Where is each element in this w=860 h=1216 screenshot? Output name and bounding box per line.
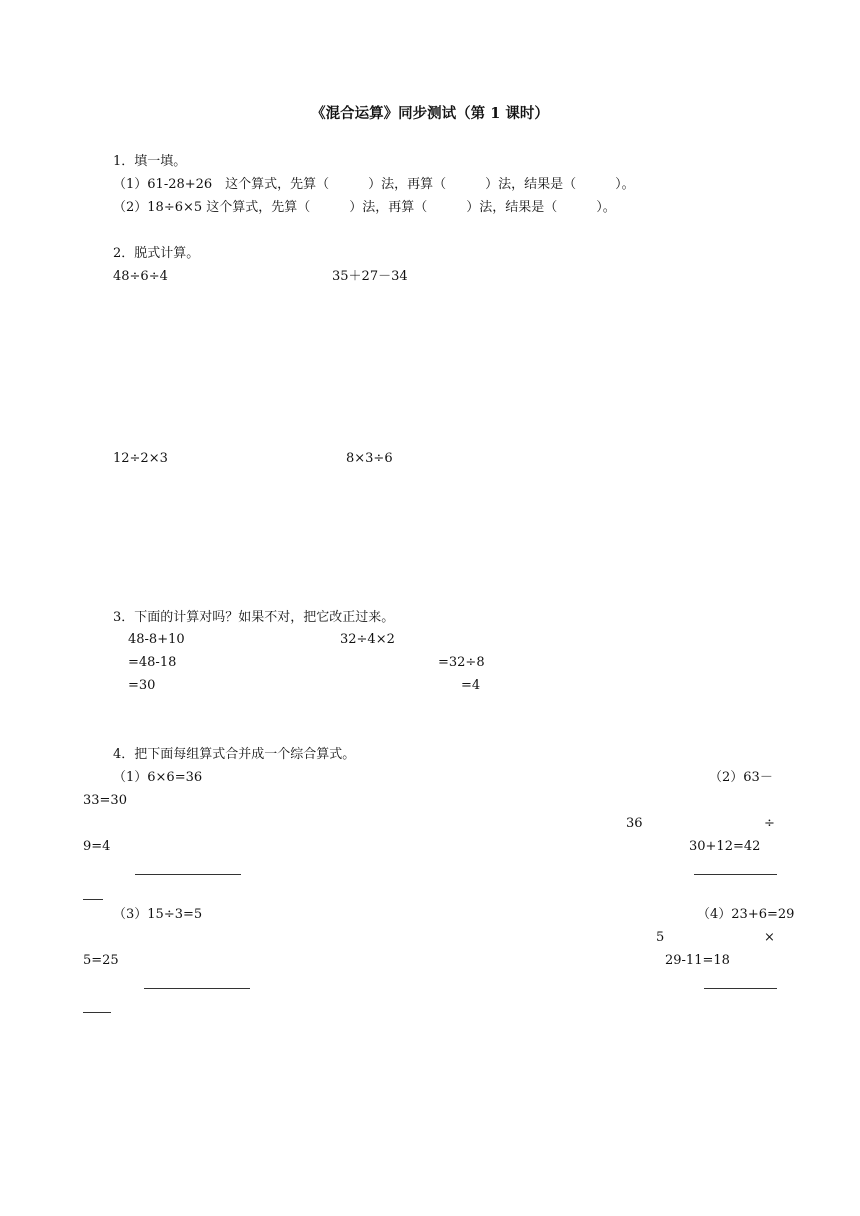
q2-expression-2: 35＋27－34 (332, 269, 408, 284)
q4-group-2-line-2: 30+12=42 (689, 839, 761, 854)
q2-expression-4: 8×3÷6 (346, 451, 393, 466)
page-title: 《混合运算》同步测试（第 1 课时） (311, 105, 549, 122)
q1-heading: 1．填一填。 (113, 154, 187, 169)
q4-group-4-line-3: 29-11=18 (665, 953, 730, 968)
q4-heading: 4．把下面每组算式合并成一个综合算式。 (113, 747, 356, 762)
q4-answer-tail-1 (83, 886, 103, 902)
q3-right-line-3: =4 (461, 678, 481, 693)
q3-left-line-3: =30 (128, 678, 156, 693)
q4-answer-line-2 (694, 874, 777, 875)
q4-group-1-line-2-operator: ÷ (764, 816, 775, 831)
q4-group-4-line-1: （4）23+6=29 (697, 907, 795, 922)
q4-answer-line-3 (144, 988, 250, 989)
q2-heading: 2．脱式计算。 (113, 246, 200, 261)
q4-answer-line-4 (704, 988, 777, 989)
q4-group-2-line-1-part-2: 33=30 (83, 793, 127, 808)
q4-group-1-line-2-part-2: 9=4 (83, 839, 111, 854)
q4-group-3-line-1: （3）15÷3=5 (113, 907, 203, 922)
q1-item-2: （2）18÷6×5 这个算式，先算（ ）法，再算（ ）法，结果是（ ）。 (113, 200, 616, 215)
q4-group-3-line-2: 5=25 (83, 953, 119, 968)
q4-group-4-line-2-operator: × (764, 930, 775, 945)
q3-right-line-1: 32÷4×2 (340, 632, 395, 647)
q4-group-1-line-1: （1）6×6=36 (113, 770, 203, 785)
q3-heading: 3．下面的计算对吗？如果不对，把它改正过来。 (113, 610, 395, 625)
q3-left-line-1: 48-8+10 (128, 632, 185, 647)
q3-left-line-2: =48-18 (128, 655, 177, 670)
q2-expression-1: 48÷6÷4 (113, 269, 168, 284)
q4-answer-line-1 (135, 874, 241, 875)
q3-right-line-2: =32÷8 (438, 655, 485, 670)
q4-group-4-line-2-part-1: 5 (656, 930, 665, 945)
q4-answer-tail-2 (83, 999, 109, 1015)
q2-expression-3: 12÷2×3 (113, 451, 168, 466)
q4-group-2-line-1-part-1: （2）63－ (709, 770, 773, 785)
q4-group-1-line-2-part-1: 36 (626, 816, 643, 831)
q1-item-1: （1）61-28+26 这个算式，先算（ ）法，再算（ ）法，结果是（ ）。 (113, 177, 635, 192)
